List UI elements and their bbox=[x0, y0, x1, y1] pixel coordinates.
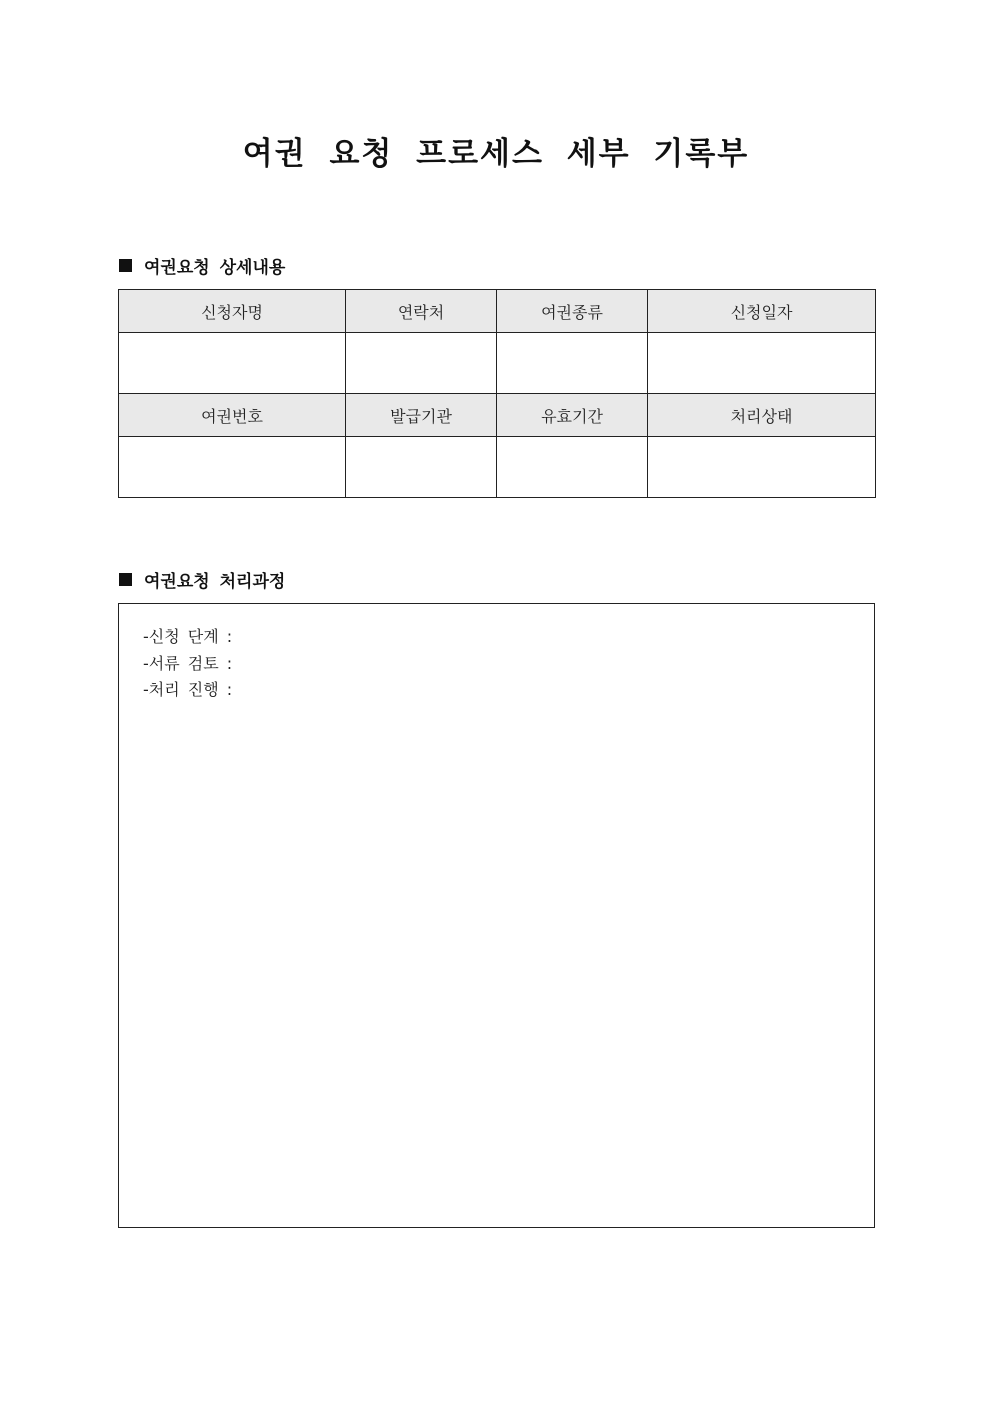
header-cell-passport-type: 여권종류 bbox=[497, 290, 648, 333]
header-cell-processing-status: 처리상태 bbox=[648, 394, 876, 437]
value-cell-contact[interactable] bbox=[346, 333, 497, 394]
value-cell-passport-type[interactable] bbox=[497, 333, 648, 394]
process-line-processing: -처리 진행 : bbox=[143, 680, 233, 699]
value-cell-issuing-authority[interactable] bbox=[346, 437, 497, 498]
process-record-box[interactable] bbox=[118, 603, 875, 1228]
value-cell-processing-status[interactable] bbox=[648, 437, 876, 498]
header-cell-issuing-authority: 발급기관 bbox=[346, 394, 497, 437]
square-bullet-icon bbox=[119, 573, 132, 586]
process-lines bbox=[143, 624, 232, 704]
value-cell-validity-period[interactable] bbox=[497, 437, 648, 498]
header-cell-validity-period: 유효기간 bbox=[497, 394, 648, 437]
value-cell-application-date[interactable] bbox=[648, 333, 876, 394]
process-section-heading bbox=[119, 567, 285, 591]
table-value-row bbox=[119, 333, 876, 394]
header-cell-applicant-name: 신청자명 bbox=[119, 290, 346, 333]
header-cell-contact: 연락처 bbox=[346, 290, 497, 333]
passport-details-table bbox=[118, 289, 876, 498]
value-cell-applicant-name[interactable] bbox=[119, 333, 346, 394]
header-cell-passport-number: 여권번호 bbox=[119, 394, 346, 437]
process-line-document-review: -서류 검토 : bbox=[143, 653, 233, 673]
value-cell-passport-number[interactable] bbox=[119, 437, 346, 498]
square-bullet-icon bbox=[119, 259, 132, 272]
details-section-title: 여권요청 상세내용 bbox=[144, 257, 286, 278]
process-section-title: 여권요청 처리과정 bbox=[144, 571, 286, 592]
details-section-heading bbox=[119, 253, 285, 277]
header-cell-application-date: 신청일자 bbox=[648, 290, 876, 333]
document-title: 여권 요청 프로세스 세부 기록부 bbox=[242, 136, 750, 172]
table-header-row bbox=[119, 290, 876, 333]
table-value-row bbox=[119, 437, 876, 498]
process-line-application-stage: -신청 단계 : bbox=[143, 627, 233, 646]
table-header-row bbox=[119, 394, 876, 437]
